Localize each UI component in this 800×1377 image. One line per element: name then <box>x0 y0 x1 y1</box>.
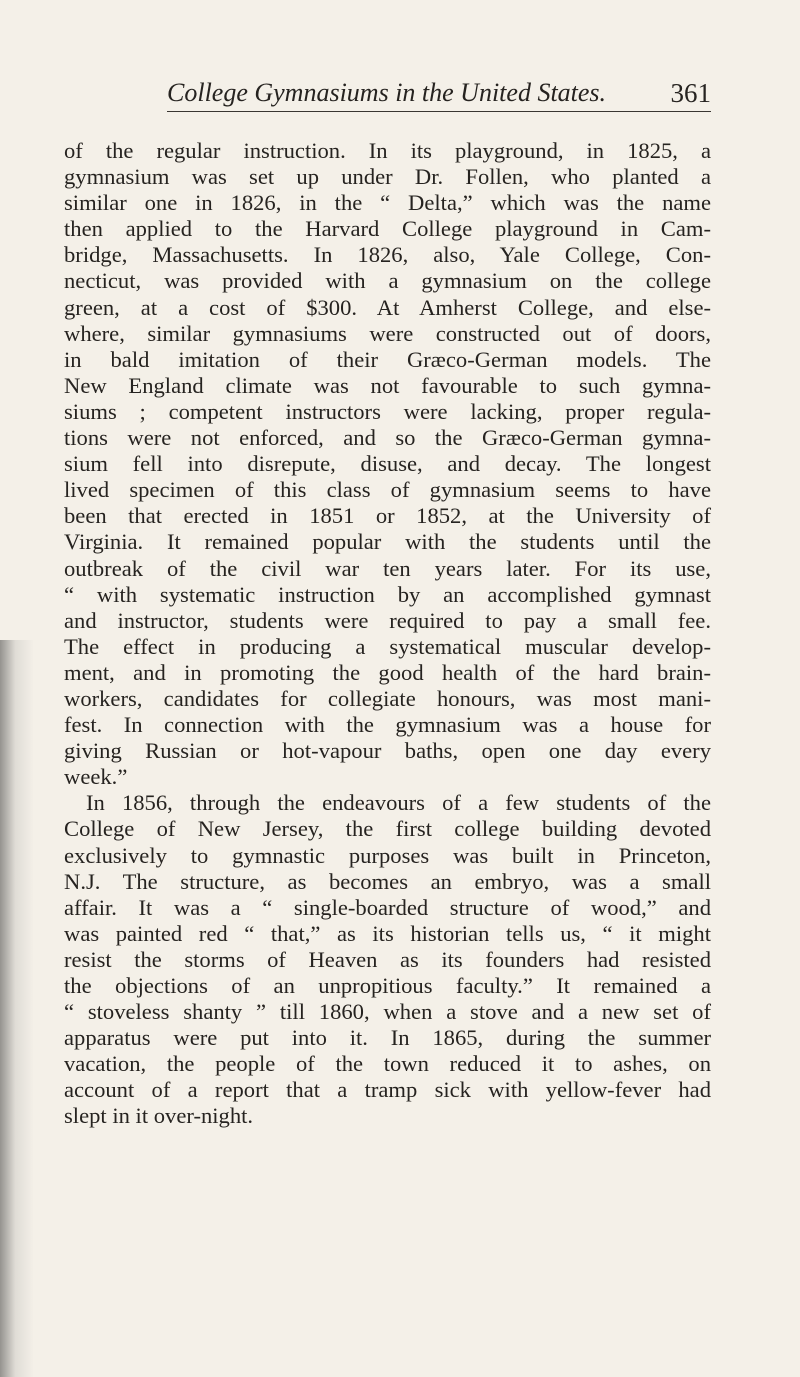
text-line: “ stoveless shanty ” till 1860, when a stove and a new set of <box>64 999 711 1025</box>
text-line: tions were not enforced, and so the Græco-German gymna- <box>64 425 711 451</box>
text-line: The effect in producing a systematical muscular develop- <box>64 633 711 659</box>
text-line: in bald imitation of their Græco-German models. The <box>64 346 711 372</box>
page-binding-shadow <box>0 640 34 1377</box>
paragraph-last-line: week.” <box>64 764 128 790</box>
body-text <box>64 138 711 1130</box>
text-line: exclusively to gymnastic purposes was built in Princeton, <box>64 842 711 868</box>
text-line: sium fell into disrepute, disuse, and decay. The longest <box>64 451 711 477</box>
text-line: where, similar gymnasiums were constructed out of doors, <box>64 320 711 346</box>
text-line: vacation, the people of the town reduced it to ashes, on <box>64 1051 711 1077</box>
text-line: ment, and in promoting the good health of the hard brain- <box>64 659 711 685</box>
text-line: the objections of an unpropitious faculty.” It remained a <box>64 973 711 998</box>
text-line: affair. It was a “ single-boarded structure of wood,” and <box>64 894 711 920</box>
text-line: N.J. The structure, as becomes an embryo, was a small <box>64 868 711 894</box>
text-line: similar one in 1826, in the “ Delta,” which was the name <box>64 190 711 216</box>
text-line: lived specimen of this class of gymnasium seems to have <box>64 477 711 503</box>
text-line: gymnasium was set up under Dr. Follen, who planted a <box>64 164 711 190</box>
text-line: green, at a cost of $300. At Amherst College, and else- <box>64 294 711 320</box>
text-line: College of New Jersey, the first college building devoted <box>64 816 711 842</box>
text-line: then applied to the Harvard College playground in Cam- <box>64 216 711 242</box>
text-line: giving Russian or hot-vapour baths, open one day every <box>64 738 711 764</box>
text-line: fest. In connection with the gymnasium was a house for <box>64 712 711 738</box>
text-line: “ with systematic instruction by an accomplished gymnast <box>64 581 711 607</box>
text-line: of the regular instruction. In its playground, in 1825, a <box>64 138 711 163</box>
text-line: workers, candidates for collegiate honours, was most mani- <box>64 685 711 711</box>
text-line: resist the storms of Heaven as its founders had resisted <box>64 946 711 972</box>
text-line: apparatus were put into it. In 1865, during the summer <box>64 1025 711 1051</box>
header-rule <box>167 111 711 112</box>
text-line: necticut, was provided with a gymnasium on the college <box>64 268 711 294</box>
text-line: bridge, Massachusetts. In 1826, also, Yale College, Con- <box>64 242 711 268</box>
text-line: account of a report that a tramp sick with yellow-fever had <box>64 1077 711 1103</box>
text-line: was painted red “ that,” as its historian tells us, “ it might <box>64 920 711 946</box>
paragraph-first-line: In 1856, through the endeavours of a few students of the <box>86 790 711 816</box>
page-header <box>167 78 711 118</box>
paragraph-last-line: slept in it over-night. <box>64 1103 254 1129</box>
text-line: outbreak of the civil war ten years later. For its use, <box>64 555 711 581</box>
text-line: Virginia. It remained popular with the students until the <box>64 529 711 555</box>
text-line: and instructor, students were required to pay a small fee. <box>64 607 711 633</box>
page-number: 361 <box>670 78 711 108</box>
text-line: New England climate was not favourable to such gymna- <box>64 372 711 398</box>
text-line: been that erected in 1851 or 1852, at the University of <box>64 503 711 529</box>
running-head: College Gymnasiums in the United States. <box>167 78 607 107</box>
text-line: siums ; competent instructors were lacking, proper regula- <box>64 398 711 424</box>
